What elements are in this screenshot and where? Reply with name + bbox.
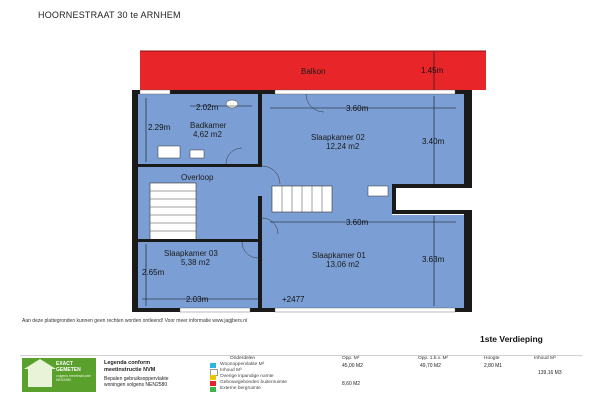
inhoud-value: 139,16 M3 [538, 370, 562, 376]
exact-gemeten-logo [22, 358, 96, 392]
dim-sk02-width: 3.60m [346, 104, 369, 113]
slaapkamer01-label: Slaapkamer 01 [312, 251, 366, 260]
logo-sub: volgens meetinstructie NEN2580 [56, 374, 91, 382]
dim-sk01-width: 3.60m [346, 218, 369, 227]
house-icon [24, 359, 56, 369]
opp-lbv-value: 49,70 M2 [420, 363, 441, 369]
page-title: HOORNESTRAAT 30 te ARNHEM [38, 10, 181, 20]
dim-sk02-depth: 3.40m [422, 137, 445, 146]
legend-row-extern: Externe bergruimte [220, 386, 261, 391]
opp-buiten-value: 8,60 M2 [342, 381, 361, 387]
stairs-left [150, 183, 196, 241]
legend-row-woon: Woonoppervlakte M² [220, 362, 265, 367]
col-hoogte: Hoogte [484, 356, 500, 361]
level-marker: +2477 [282, 295, 305, 304]
balkon-label: Balkon [301, 67, 326, 76]
slaapkamer03-label: Slaapkamer 03 [164, 249, 218, 258]
legend-note2: woningen volgens NEN2580 [104, 382, 168, 388]
swatch-woon [210, 363, 216, 368]
logo-line2: GEMETEN [56, 367, 81, 373]
dim-sk03-width: 2.03m [186, 295, 209, 304]
slaapkamer01-area: 13,06 m2 [326, 260, 360, 269]
logo-text [56, 361, 81, 373]
sink [158, 146, 180, 158]
dim-sk03-depth: 2.65m [142, 268, 165, 277]
hoogte-value: 2,80 M1 [484, 363, 503, 369]
swatch-overig [210, 375, 216, 380]
overloop-label: Overloop [181, 173, 214, 182]
legend-row-buiten: Gebouwgebonden buitenruimte [220, 380, 287, 385]
dim-balkon-depth: 1.45m [421, 66, 444, 75]
legend-row-inhoud: Inhoud M³ [220, 368, 242, 373]
legend-title2: meetinstructie NVM [104, 367, 156, 373]
badkamer-label: Badkamer [190, 121, 227, 130]
legend-note1: Bepalen gebruiksoppervlakte [104, 376, 169, 382]
slaapkamer02-label: Slaapkamer 02 [311, 133, 365, 142]
col-opp-lbv: Opp. 1.b.v. M² [418, 356, 449, 361]
legend-title1: Legenda conform [104, 360, 151, 366]
swatch-buiten [210, 381, 216, 386]
cupboard [368, 186, 388, 196]
disclaimer-text: Aan deze plattegronden kunnen geen rechten worden ontleend! Voor meer informatie www.jagjbers.nl [22, 318, 248, 324]
legend-panel [20, 355, 582, 394]
slaapkamer02-area: 12,24 m2 [326, 142, 360, 151]
slaapkamer03-area: 5,38 m2 [181, 258, 210, 267]
dim-bath-width: 2.02m [196, 103, 219, 112]
sink-2 [190, 150, 204, 158]
legend-row-overig: Overige inpandige ruimte [220, 374, 274, 379]
opp-woon-value: 45,00 M2 [342, 363, 363, 369]
dim-bath-depth: 2.29m [148, 123, 171, 132]
badkamer-area: 4,62 m2 [193, 130, 222, 139]
shaft [400, 188, 464, 210]
swatch-extern [210, 387, 216, 392]
logo-line1: EXACT [56, 361, 73, 367]
col-opp: Opp. M² [342, 356, 360, 361]
house-body [28, 369, 52, 387]
floor-label: 1ste Verdieping [480, 334, 543, 344]
dim-sk01-depth: 3.63m [422, 255, 445, 264]
toilet [226, 100, 238, 108]
col-onderdelen: Onderdelen [230, 356, 256, 361]
col-inhoud: Inhoud M³ [534, 356, 556, 361]
